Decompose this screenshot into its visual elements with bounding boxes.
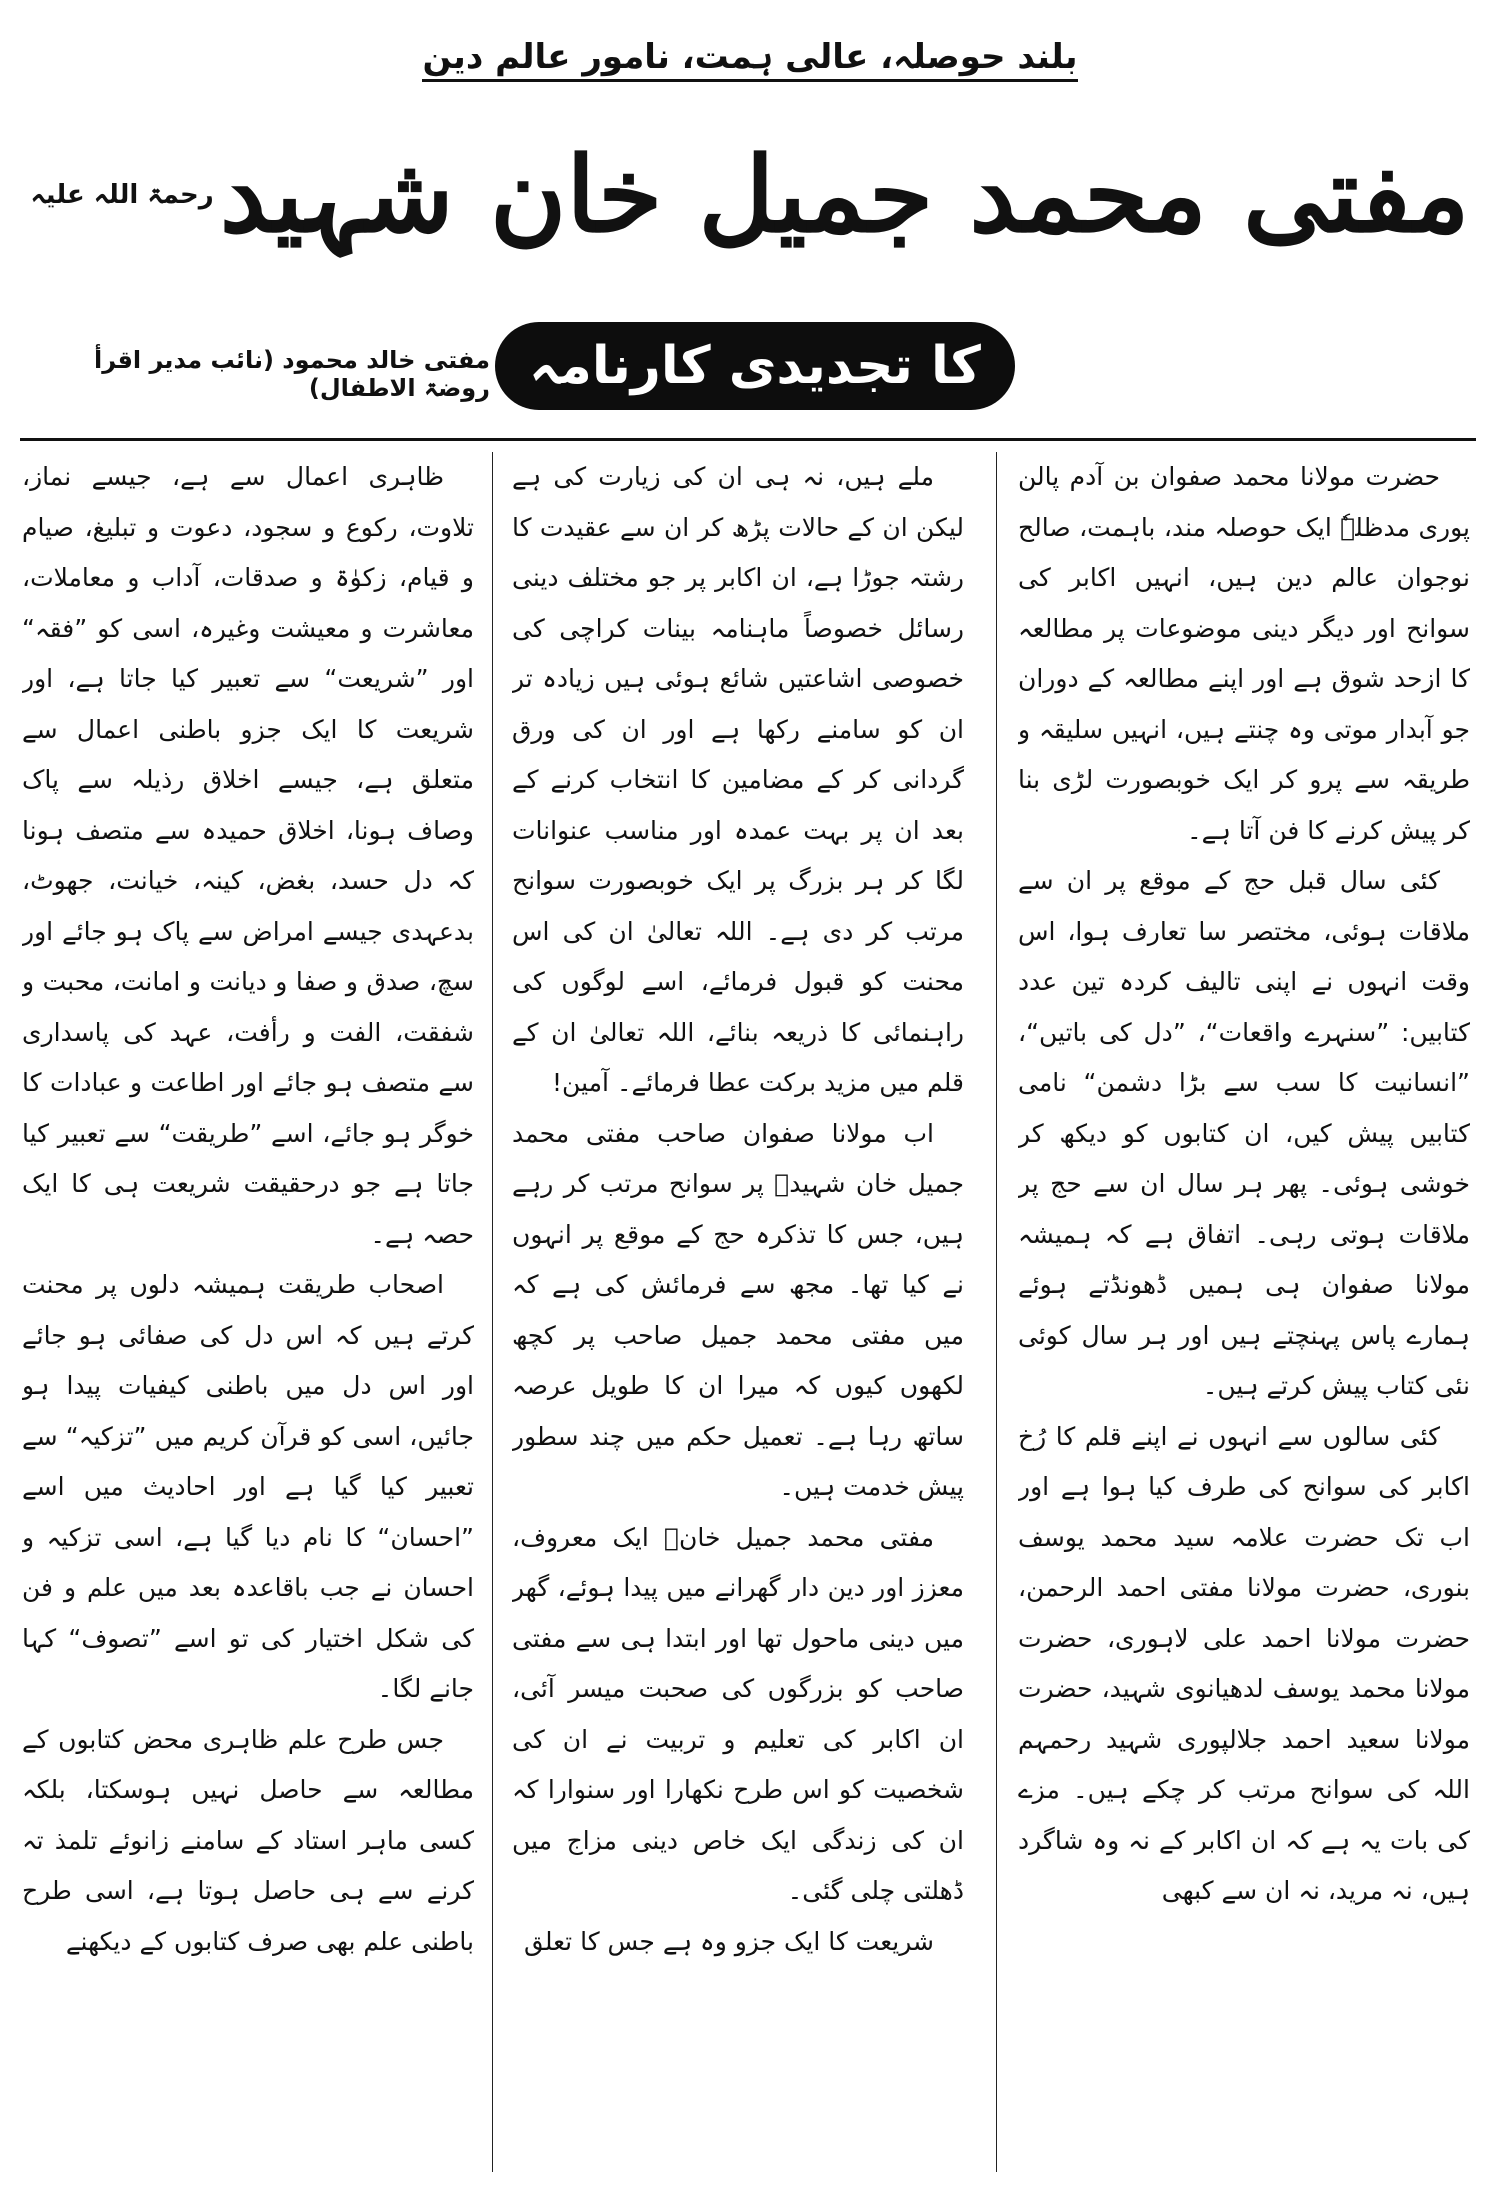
paragraph: ظاہری اعمال سے ہے، جیسے نماز، تلاوت، رکوع و سجود، دعوت و تبلیغ، صیام و قیام، زکوٰۃ و صدقات، آداب و معاملات، معاشرت و معیشت وغیرہ، اسی کو ”فقہ“ اور ”شریعت“ سے تعبیر کیا جاتا ہے، اور شریعت کا ایک جزو باطنی اعمال سے متعلق ہے، جیسے اخلاق رذیلہ سے پاک وصاف ہونا، اخلاق حمیدہ سے متصف ہونا کہ دل حسد، بغض، کینہ، خیانت، جھوٹ، بدعہدی جیسے امراض سے پاک ہو جائے اور سچ، صدق و صفا و دیانت و امانت، محبت و شفقت، الفت و رأفت، عہد کی پاسداری سے متصف ہو جائے اور اطاعت و عبادات کا خوگر ہو جائے، اسے ”طریقت“ سے تعبیر کیا جاتا ہے جو درحقیقت شریعت ہی کا ایک حصہ ہے۔ [22,462,474,1249]
byline: مفتی خالد محمود (نائب مدیر اقرأ روضۃ الاطفال) [94,346,490,402]
article-column-right [1018,452,1470,2182]
headline [0,125,1500,265]
paragraph: جس طرح علم ظاہری محض کتابوں کے مطالعہ سے حاصل نہیں ہوسکتا، بلکہ کسی ماہر استاد کے سامنے زانوئے تلمذ تہ کرنے سے ہی حاصل ہوتا ہے، اسی طرح باطنی علم بھی صرف کتابوں کے دیکھنے [22,1724,474,1956]
paragraph: ملے ہیں، نہ ہی ان کی زیارت کی ہے لیکن ان کے حالات پڑھ کر ان سے عقیدت کا رشتہ جوڑا ہے، ان اکابر پر جو مختلف دینی رسائل خصوصاً ماہنامہ بینات کراچی کی خصوصی اشاعتیں شائع ہوئی ہیں زیادہ تر ان کو سامنے رکھا ہے اور ان کی ورق گردانی کر کے مضامین کا انتخاب کرنے کے بعد ان پر بہت عمدہ اور مناسب عنوانات لگا کر ہر بزرگ پر ایک خوبصورت سوانح مرتب کر دی ہے۔ اللہ تعالیٰ ان کی اس محنت کو قبول فرمائے، اسے لوگوں کی راہنمائی کا ذریعہ بنائے، اللہ تعالیٰ ان کے قلم میں مزید برکت عطا فرمائے۔ آمین! [512,462,964,1097]
paragraph: اب مولانا صفوان صاحب مفتی محمد جمیل خان شہیدؒ پر سوانح مرتب کر رہے ہیں، جس کا تذکرہ حج کے موقع پر انہوں نے کیا تھا۔ مجھ سے فرمائش کی ہے کہ میں مفتی محمد جمیل صاحب پر کچھ لکھوں کیوں کہ میرا ان کا طویل عرصہ ساتھ رہا ہے۔ تعمیل حکم میں چند سطور پیش خدمت ہیں۔ [512,1118,964,1501]
kicker-text: بلند حوصلہ، عالی ہمت، نامور عالم دین [422,37,1077,82]
paragraph: کئی سالوں سے انہوں نے اپنے قلم کا رُخ اکابر کی سوانح کی طرف کیا ہوا ہے اور اب تک حضرت علامہ سید محمد یوسف بنوری، حضرت مولانا مفتی احمد الرحمن، حضرت مولانا احمد علی لاہوری، حضرت مولانا محمد یوسف لدھیانوی شہید، حضرت مولانا سعید احمد جلالپوری شہید رحمہم اللہ کی سوانح مرتب کر چکے ہیں۔ مزے کی بات یہ ہے کہ ان اکابر کے نہ وہ شاگرد ہیں، نہ مرید، نہ ان سے کبھی [1018,1421,1470,1905]
header-rule [20,438,1476,441]
article-column-left [22,452,474,2182]
article-column-middle [512,452,964,2182]
column-divider [996,452,997,2172]
column-divider [492,452,493,2172]
kicker [0,36,1500,77]
banner-pill: کا تجدیدی کارنامہ [495,322,1015,410]
paragraph: اصحاب طریقت ہمیشہ دلوں پر محنت کرتے ہیں کہ اس دل کی صفائی ہو جائے اور اس دل میں باطنی کیفیات پیدا ہو جائیں، اسی کو قرآن کریم میں ”تزکیہ“ سے تعبیر کیا گیا ہے اور احادیث میں اسے ”احسان“ کا نام دیا گیا ہے، اسی تزکیہ و احسان نے جب باقاعدہ بعد میں علم و فن کی شکل اختیار کی تو اسے ”تصوف“ کہا جانے لگا۔ [22,1270,474,1703]
paragraph: مفتی محمد جمیل خانؒ ایک معروف، معزز اور دین دار گھرانے میں پیدا ہوئے، گھر میں دینی ماحول تھا اور ابتدا ہی سے مفتی صاحب کو بزرگوں کی صحبت میسر آئی، ان اکابر کی تعلیم و تربیت نے ان کی شخصیت کو اس طرح نکھارا اور سنوارا کہ ان کی زندگی ایک خاص دینی مزاج میں ڈھلتی چلی گئی۔ [512,1522,964,1905]
headline-text: مفتی محمد جمیل خان شہید [219,133,1470,256]
paragraph: کئی سال قبل حج کے موقع پر ان سے ملاقات ہوئی، مختصر سا تعارف ہوا، اس وقت انہوں نے اپنی تالیف کردہ تین عدد کتابیں: ”سنہرے واقعات“، ”دل کی باتیں“، ”انسانیت کا سب سے بڑا دشمن“ نامی کتابیں پیش کیں، ان کتابوں کو دیکھ کر خوشی ہوئی۔ پھر ہر سال ان سے حج پر ملاقات ہوتی رہی۔ اتفاق ہے کہ ہمیشہ مولانا صفوان ہی ہمیں ڈھونڈتے ہوئے ہمارے پاس پہنچتے ہیں اور ہر سال کوئی نئی کتاب پیش کرتے ہیں۔ [1018,866,1470,1400]
paragraph: شریعت کا ایک جزو وہ ہے جس کا تعلق [523,1926,934,1956]
honorific: رحمۃ اللہ علیہ [30,180,214,210]
paragraph: حضرت مولانا محمد صفوان بن آدم پالن پوری مدظلہٗ ایک حوصلہ مند، باہمت، صالح نوجوان عالم دین ہیں، انہیں اکابر کی سوانح اور دیگر دینی موضوعات پر مطالعہ کا ازحد شوق ہے اور اپنے مطالعہ کے دوران جو آبدار موتی وہ چنتے ہیں، انہیں سلیقہ و طریقہ سے پرو کر ایک خوبصورت لڑی بنا کر پیش کرنے کا فن آتا ہے۔ [1018,462,1470,845]
